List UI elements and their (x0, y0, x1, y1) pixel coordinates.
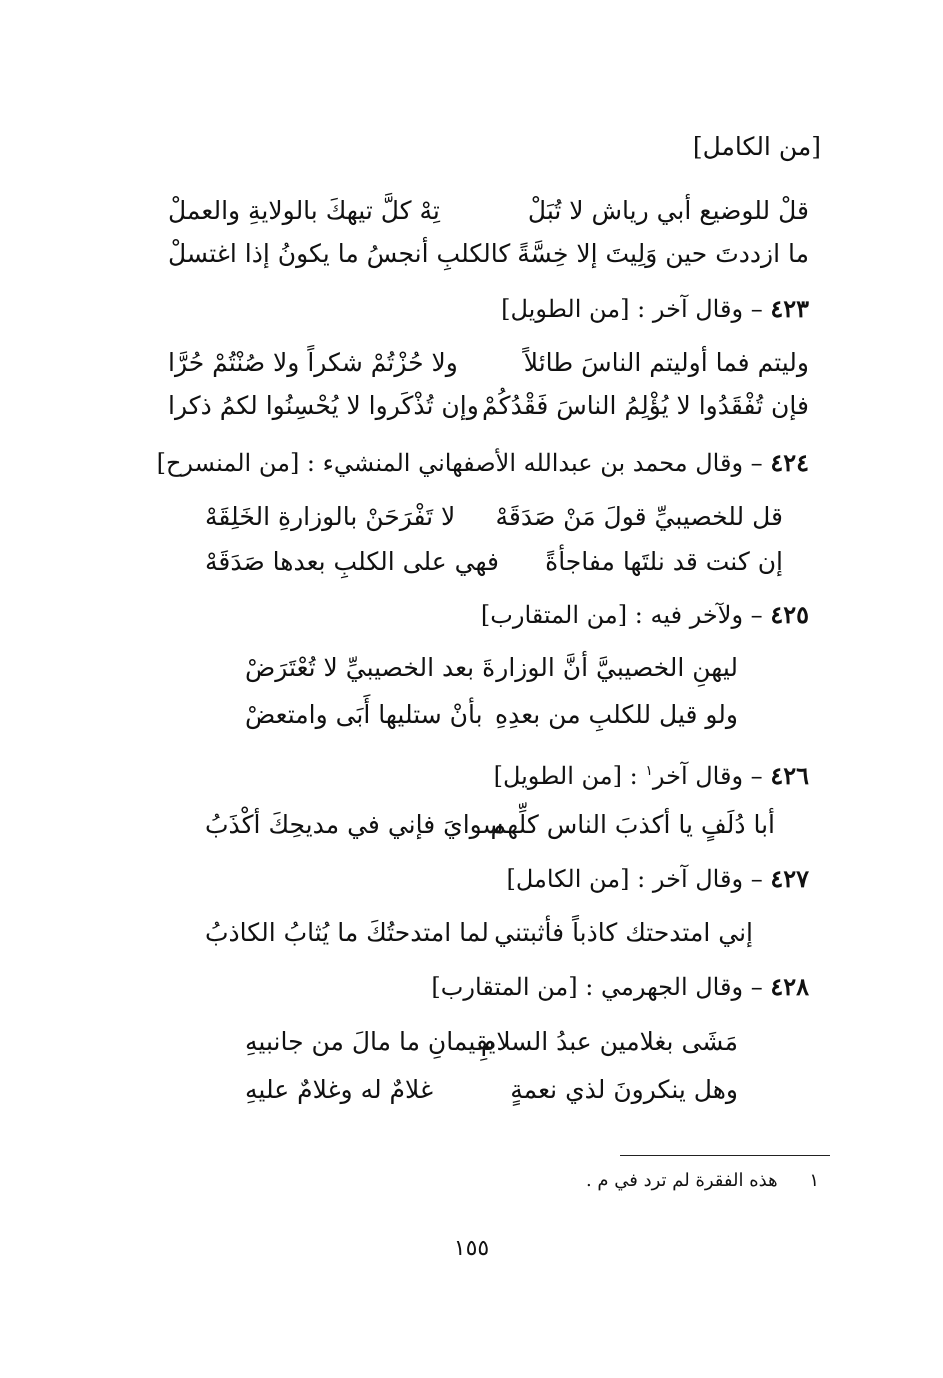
footnote-text: هذه الفقرة لم ترد في م . (585, 1170, 778, 1191)
second-hemistich: وإن تُذْكَروا لا يُحْسِنُوا لكمُ ذكرا (168, 391, 479, 420)
meter-label: [من الكامل] (692, 132, 821, 161)
first-hemistich: ولو قيل للكلبِ من بعدِهِ (494, 700, 738, 729)
first-hemistich: وليتم فما أوليتم الناسَ طائلاً (523, 348, 809, 377)
verse-line (245, 651, 738, 685)
entry-intro: – وقال آخر : [من الكامل] (506, 865, 763, 893)
verse-line (168, 194, 809, 228)
entry-number: ٤٢٤ (770, 448, 809, 477)
footnote-divider (620, 1155, 830, 1156)
verse-line (205, 500, 783, 534)
page-number: ١٥٥ (453, 1236, 490, 1261)
verse-line (245, 1025, 738, 1059)
entry-number: ٤٢٨ (770, 972, 809, 1001)
verse-line (205, 916, 753, 950)
verse-line (168, 389, 809, 423)
entry-meter: : [من الطويل] (493, 762, 646, 790)
entry-intro: – وقال آخر (652, 762, 763, 790)
entry-heading-427 (506, 862, 809, 896)
second-hemistich: تِهْ كلَّ تيهكَ بالولايةِ والعملْ (168, 196, 440, 225)
first-hemistich: إن كنت قد نلتَها مفاجأةً (545, 547, 783, 576)
first-hemistich: فإن تُفْقَدُوا لا يُؤْلِمُ الناسَ فَقْدُكُمْ (482, 391, 809, 420)
verse-line (245, 698, 738, 732)
entry-heading-426 (494, 754, 809, 793)
second-hemistich: لما امتدحتُكَ ما يُثابُ الكاذبُ (205, 918, 489, 947)
second-hemistich: يقيمانِ ما مالَ من جانبيهِ (245, 1027, 496, 1056)
verse-line (205, 545, 783, 579)
first-hemistich: ليهنِ الخصيبيَّ أنَّ الوزار (496, 653, 738, 682)
first-hemistich: قل للخصيبيِّ قولَ مَنْ صَدَقَهْ (495, 502, 783, 531)
second-hemistich: بأنْ ستليها أَبَى وامتعضْ (245, 700, 483, 729)
entry-heading-425 (481, 598, 809, 632)
entry-heading-424 (157, 446, 809, 480)
entry-intro: – وقال محمد بن عبدالله الأصفهاني المنشيء : [من المنسرح] (156, 449, 763, 477)
verse-line (168, 346, 809, 380)
second-hemistich: كالكلبِ أنجسُ ما يكونُ إذا اغتسلْ (168, 239, 511, 268)
verse-line (245, 1073, 738, 1107)
second-hemistich: ولا حُزْتُمْ شكراً ولا صُنْتُمْ حُرَّا (168, 348, 458, 377)
footnote (586, 1168, 819, 1194)
first-hemistich: قلْ للوضيع أبي رياش لا تُبَلْ (527, 196, 809, 225)
entry-heading-428 (431, 970, 809, 1004)
first-hemistich: أبا دُلَفٍ يا أكذبَ الناس كلِّهم (490, 810, 775, 839)
entry-number: ٤٢٥ (770, 600, 809, 629)
second-hemistich: سوايَ فإني في مديحِكَ أكْذَبُ (205, 810, 504, 839)
second-hemistich: لا تَفْرَحَنْ بالوزارةِ الخَلِقَهْ (205, 502, 456, 531)
entry-number: ٤٢٣ (770, 294, 809, 323)
entry-intro: – ولآخر فيه : [من المتقارب] (480, 601, 763, 629)
entry-heading-423 (501, 292, 809, 326)
second-hemistich: ةَ بعد الخصيبيِّ لا تُعْتَرَضْ (245, 653, 496, 682)
verse-line (168, 237, 809, 271)
first-hemistich: وهل ينكرونَ لذي نعمةٍ (510, 1075, 738, 1104)
first-hemistich: ما ازددتَ حين وَلِيتَ إلا خِسَّةً (517, 239, 809, 268)
entry-number: ٤٢٧ (770, 864, 809, 893)
footnote-reference: ١ (645, 763, 653, 779)
first-hemistich: مَشَى بغلامين عبدُ السلامِ (480, 1027, 738, 1056)
second-hemistich: فهي على الكلبِ بعدها صَدَقَهْ (205, 547, 499, 576)
entry-number: ٤٢٦ (770, 761, 809, 790)
entry-intro: – وقال آخر : [من الطويل] (501, 295, 763, 323)
entry-intro: – وقال الجهرمي : [من المتقارب] (431, 973, 763, 1001)
first-hemistich: إني امتدحتك كاذباً فأثبتني (494, 918, 753, 947)
footnote-number: ١ (809, 1170, 819, 1191)
verse-line (205, 808, 775, 842)
second-hemistich: غلامٌ له وغلامٌ عليهِ (245, 1075, 434, 1104)
